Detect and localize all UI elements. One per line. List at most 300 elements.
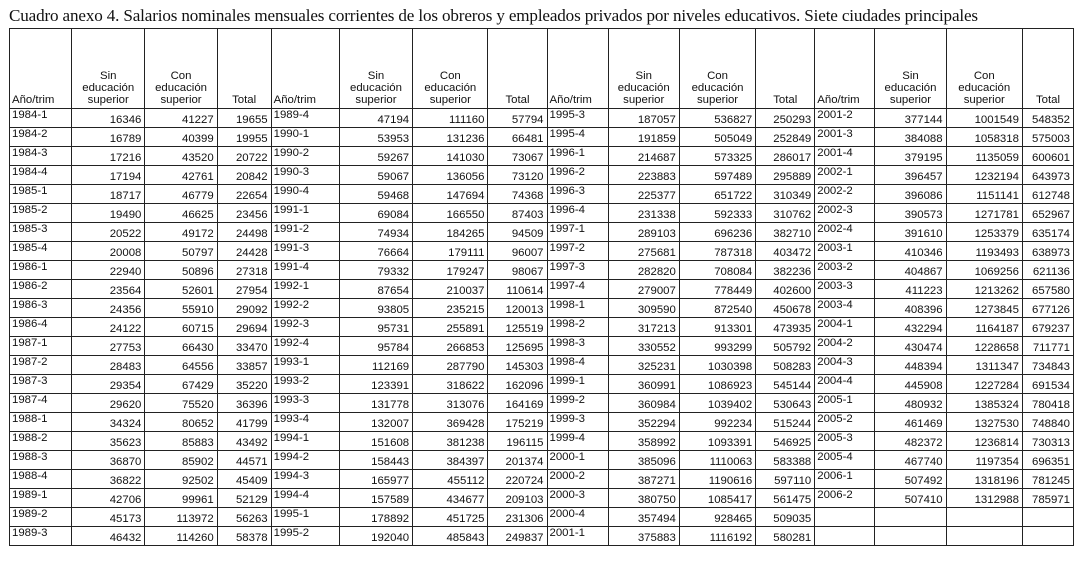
total-cell: 35220 <box>217 375 271 394</box>
sin-educacion-cell: 325231 <box>608 356 679 375</box>
con-educacion-cell: 1253379 <box>946 223 1022 242</box>
period-cell: 2006-2 <box>815 489 875 508</box>
period-cell: 2001-3 <box>815 128 875 147</box>
period-cell: 1987-1 <box>10 337 72 356</box>
sin-educacion-cell: 151608 <box>339 432 412 451</box>
period-cell: 1986-2 <box>10 280 72 299</box>
table-row <box>10 508 1074 527</box>
total-cell: 164169 <box>488 394 547 413</box>
total-cell: 73067 <box>488 147 547 166</box>
table-row <box>10 128 1074 147</box>
sin-educacion-cell: 482372 <box>875 432 946 451</box>
period-cell: 1994-4 <box>271 489 339 508</box>
con-educacion-cell: 50797 <box>145 242 217 261</box>
period-cell: 2000-4 <box>547 508 608 527</box>
con-educacion-cell: 434677 <box>413 489 488 508</box>
con-educacion-cell: 85902 <box>145 451 217 470</box>
con-educacion-cell: 136056 <box>413 166 488 185</box>
total-cell: 402600 <box>756 280 815 299</box>
table-row <box>10 223 1074 242</box>
period-cell: 1986-4 <box>10 318 72 337</box>
total-cell: 24498 <box>217 223 271 242</box>
sin-educacion-cell: 74934 <box>339 223 412 242</box>
con-educacion-cell: 1116192 <box>679 527 755 546</box>
sin-educacion-cell: 157589 <box>339 489 412 508</box>
period-cell <box>815 527 875 546</box>
total-cell: 249837 <box>488 527 547 546</box>
period-cell: 2001-2 <box>815 109 875 128</box>
period-cell: 2003-4 <box>815 299 875 318</box>
con-educacion-cell: 1086923 <box>679 375 755 394</box>
sin-educacion-cell: 461469 <box>875 413 946 432</box>
sin-educacion-cell: 95784 <box>339 337 412 356</box>
total-cell: 33470 <box>217 337 271 356</box>
header-con-2: Con educación superior <box>413 29 488 109</box>
con-educacion-cell: 787318 <box>679 242 755 261</box>
sin-educacion-cell <box>875 508 946 527</box>
sin-educacion-cell: 16789 <box>72 128 145 147</box>
sin-educacion-cell: 19490 <box>72 204 145 223</box>
header-sin-4: Sin educación superior <box>875 29 946 109</box>
sin-educacion-cell: 191859 <box>608 128 679 147</box>
period-cell: 1991-4 <box>271 261 339 280</box>
sin-educacion-cell: 29620 <box>72 394 145 413</box>
total-cell: 561475 <box>756 489 815 508</box>
sin-educacion-cell: 379195 <box>875 147 946 166</box>
sin-educacion-cell: 358992 <box>608 432 679 451</box>
period-cell: 1989-2 <box>10 508 72 527</box>
table-row <box>10 356 1074 375</box>
total-cell: 286017 <box>756 147 815 166</box>
con-educacion-cell: 505049 <box>679 128 755 147</box>
total-cell: 24428 <box>217 242 271 261</box>
period-cell: 1992-2 <box>271 299 339 318</box>
con-educacion-cell: 141030 <box>413 147 488 166</box>
period-cell: 2004-4 <box>815 375 875 394</box>
con-educacion-cell: 1058318 <box>946 128 1022 147</box>
sin-educacion-cell: 391610 <box>875 223 946 242</box>
header-total-2: Total <box>488 29 547 109</box>
total-cell: 403472 <box>756 242 815 261</box>
total-cell: 545144 <box>756 375 815 394</box>
con-educacion-cell: 1311347 <box>946 356 1022 375</box>
header-con-1: Con educación superior <box>145 29 217 109</box>
con-educacion-cell: 60715 <box>145 318 217 337</box>
total-cell: 548352 <box>1022 109 1073 128</box>
sin-educacion-cell: 396086 <box>875 185 946 204</box>
period-cell: 1984-1 <box>10 109 72 128</box>
period-cell: 1994-3 <box>271 470 339 489</box>
sin-educacion-cell: 385096 <box>608 451 679 470</box>
period-cell: 1998-2 <box>547 318 608 337</box>
sin-educacion-cell: 29354 <box>72 375 145 394</box>
con-educacion-cell: 40399 <box>145 128 217 147</box>
con-educacion-cell: 913301 <box>679 318 755 337</box>
total-cell: 29694 <box>217 318 271 337</box>
sin-educacion-cell: 432294 <box>875 318 946 337</box>
period-cell: 1988-4 <box>10 470 72 489</box>
sin-educacion-cell: 17216 <box>72 147 145 166</box>
table-row <box>10 375 1074 394</box>
sin-educacion-cell: 396457 <box>875 166 946 185</box>
total-cell: 734843 <box>1022 356 1073 375</box>
period-cell: 2002-1 <box>815 166 875 185</box>
con-educacion-cell: 46779 <box>145 185 217 204</box>
total-cell: 295889 <box>756 166 815 185</box>
con-educacion-cell: 1039402 <box>679 394 755 413</box>
total-cell: 310762 <box>756 204 815 223</box>
period-cell: 2002-3 <box>815 204 875 223</box>
period-cell: 2002-2 <box>815 185 875 204</box>
period-cell: 1997-2 <box>547 242 608 261</box>
header-total-4: Total <box>1022 29 1073 109</box>
total-cell: 621136 <box>1022 261 1073 280</box>
period-cell: 2000-2 <box>547 470 608 489</box>
sin-educacion-cell: 46432 <box>72 527 145 546</box>
total-cell: 696351 <box>1022 451 1073 470</box>
con-educacion-cell: 536827 <box>679 109 755 128</box>
sin-educacion-cell: 410346 <box>875 242 946 261</box>
con-educacion-cell: 1213262 <box>946 280 1022 299</box>
con-educacion-cell: 1093391 <box>679 432 755 451</box>
period-cell: 1991-1 <box>271 204 339 223</box>
con-educacion-cell: 287790 <box>413 356 488 375</box>
sin-educacion-cell: 223883 <box>608 166 679 185</box>
sin-educacion-cell: 95731 <box>339 318 412 337</box>
con-educacion-cell: 43520 <box>145 147 217 166</box>
total-cell: 98067 <box>488 261 547 280</box>
sin-educacion-cell: 35623 <box>72 432 145 451</box>
sin-educacion-cell: 87654 <box>339 280 412 299</box>
period-cell: 1998-3 <box>547 337 608 356</box>
sin-educacion-cell <box>875 527 946 546</box>
total-cell: 74368 <box>488 185 547 204</box>
sin-educacion-cell: 330552 <box>608 337 679 356</box>
total-cell: 41799 <box>217 413 271 432</box>
con-educacion-cell: 451725 <box>413 508 488 527</box>
period-cell: 1996-3 <box>547 185 608 204</box>
total-cell: 450678 <box>756 299 815 318</box>
period-cell: 1999-4 <box>547 432 608 451</box>
period-cell: 1990-1 <box>271 128 339 147</box>
total-cell: 711771 <box>1022 337 1073 356</box>
con-educacion-cell: 64556 <box>145 356 217 375</box>
con-educacion-cell: 255891 <box>413 318 488 337</box>
sin-educacion-cell: 231338 <box>608 204 679 223</box>
con-educacion-cell: 184265 <box>413 223 488 242</box>
period-cell: 1995-4 <box>547 128 608 147</box>
con-educacion-cell: 573325 <box>679 147 755 166</box>
table-row <box>10 413 1074 432</box>
sin-educacion-cell: 408396 <box>875 299 946 318</box>
sin-educacion-cell: 76664 <box>339 242 412 261</box>
sin-educacion-cell: 225377 <box>608 185 679 204</box>
header-row <box>10 29 1074 109</box>
sin-educacion-cell: 275681 <box>608 242 679 261</box>
total-cell: 748840 <box>1022 413 1073 432</box>
con-educacion-cell: 266853 <box>413 337 488 356</box>
sin-educacion-cell: 375883 <box>608 527 679 546</box>
con-educacion-cell: 1069256 <box>946 261 1022 280</box>
period-cell: 1993-1 <box>271 356 339 375</box>
con-educacion-cell <box>946 527 1022 546</box>
total-cell: 635174 <box>1022 223 1073 242</box>
header-con-4: Con educación superior <box>946 29 1022 109</box>
con-educacion-cell: 1318196 <box>946 470 1022 489</box>
table-row <box>10 299 1074 318</box>
con-educacion-cell: 993299 <box>679 337 755 356</box>
total-cell: 23456 <box>217 204 271 223</box>
total-cell: 20722 <box>217 147 271 166</box>
con-educacion-cell: 1164187 <box>946 318 1022 337</box>
total-cell: 120013 <box>488 299 547 318</box>
total-cell: 508283 <box>756 356 815 375</box>
sin-educacion-cell: 352294 <box>608 413 679 432</box>
con-educacion-cell: 114260 <box>145 527 217 546</box>
period-cell: 2001-4 <box>815 147 875 166</box>
period-cell: 2001-1 <box>547 527 608 546</box>
total-cell: 580281 <box>756 527 815 546</box>
header-total-3: Total <box>756 29 815 109</box>
total-cell: 27954 <box>217 280 271 299</box>
con-educacion-cell: 46625 <box>145 204 217 223</box>
total-cell: 575003 <box>1022 128 1073 147</box>
total-cell: 473935 <box>756 318 815 337</box>
con-educacion-cell: 1110063 <box>679 451 755 470</box>
con-educacion-cell: 928465 <box>679 508 755 527</box>
total-cell: 201374 <box>488 451 547 470</box>
table-row <box>10 527 1074 546</box>
table-row <box>10 394 1074 413</box>
total-cell: 56263 <box>217 508 271 527</box>
sin-educacion-cell: 289103 <box>608 223 679 242</box>
period-cell: 1986-3 <box>10 299 72 318</box>
total-cell: 785971 <box>1022 489 1073 508</box>
sin-educacion-cell: 22940 <box>72 261 145 280</box>
total-cell: 310349 <box>756 185 815 204</box>
total-cell: 679237 <box>1022 318 1073 337</box>
header-period-2: Año/trim <box>271 29 339 109</box>
con-educacion-cell: 381238 <box>413 432 488 451</box>
sin-educacion-cell: 377144 <box>875 109 946 128</box>
period-cell: 1994-2 <box>271 451 339 470</box>
sin-educacion-cell: 59067 <box>339 166 412 185</box>
sin-educacion-cell: 24356 <box>72 299 145 318</box>
period-cell: 2005-3 <box>815 432 875 451</box>
table-row <box>10 318 1074 337</box>
con-educacion-cell: 1312988 <box>946 489 1022 508</box>
con-educacion-cell: 1236814 <box>946 432 1022 451</box>
total-cell: 638973 <box>1022 242 1073 261</box>
sin-educacion-cell: 131778 <box>339 394 412 413</box>
con-educacion-cell: 166550 <box>413 204 488 223</box>
con-educacion-cell: 1190616 <box>679 470 755 489</box>
period-cell: 1990-2 <box>271 147 339 166</box>
period-cell: 1998-4 <box>547 356 608 375</box>
period-cell: 2005-1 <box>815 394 875 413</box>
period-cell: 1992-4 <box>271 337 339 356</box>
sin-educacion-cell: 59468 <box>339 185 412 204</box>
total-cell: 162096 <box>488 375 547 394</box>
period-cell: 1991-2 <box>271 223 339 242</box>
period-cell: 1989-1 <box>10 489 72 508</box>
table-row <box>10 261 1074 280</box>
period-cell: 1985-4 <box>10 242 72 261</box>
sin-educacion-cell: 47194 <box>339 109 412 128</box>
period-cell: 1984-3 <box>10 147 72 166</box>
total-cell: 19655 <box>217 109 271 128</box>
table-row <box>10 166 1074 185</box>
con-educacion-cell: 369428 <box>413 413 488 432</box>
period-cell: 1996-1 <box>547 147 608 166</box>
period-cell: 2003-2 <box>815 261 875 280</box>
sin-educacion-cell: 34324 <box>72 413 145 432</box>
sin-educacion-cell: 20522 <box>72 223 145 242</box>
sin-educacion-cell: 112169 <box>339 356 412 375</box>
total-cell: 29092 <box>217 299 271 318</box>
table-row <box>10 280 1074 299</box>
con-educacion-cell: 113972 <box>145 508 217 527</box>
table-row <box>10 185 1074 204</box>
period-cell: 2000-3 <box>547 489 608 508</box>
total-cell: 175219 <box>488 413 547 432</box>
period-cell: 1993-3 <box>271 394 339 413</box>
period-cell: 1988-1 <box>10 413 72 432</box>
total-cell: 505792 <box>756 337 815 356</box>
sin-educacion-cell: 36822 <box>72 470 145 489</box>
sin-educacion-cell: 279007 <box>608 280 679 299</box>
header-period-3: Año/trim <box>547 29 608 109</box>
total-cell: 27318 <box>217 261 271 280</box>
con-educacion-cell: 1085417 <box>679 489 755 508</box>
sin-educacion-cell: 507492 <box>875 470 946 489</box>
sin-educacion-cell: 27753 <box>72 337 145 356</box>
total-cell: 657580 <box>1022 280 1073 299</box>
con-educacion-cell: 455112 <box>413 470 488 489</box>
table-row <box>10 337 1074 356</box>
con-educacion-cell: 41227 <box>145 109 217 128</box>
con-educacion-cell: 1135059 <box>946 147 1022 166</box>
total-cell: 43492 <box>217 432 271 451</box>
period-cell: 1993-2 <box>271 375 339 394</box>
con-educacion-cell: 147694 <box>413 185 488 204</box>
con-educacion-cell: 313076 <box>413 394 488 413</box>
sin-educacion-cell: 158443 <box>339 451 412 470</box>
period-cell: 1999-3 <box>547 413 608 432</box>
total-cell: 781245 <box>1022 470 1073 489</box>
total-cell: 87403 <box>488 204 547 223</box>
table-row <box>10 470 1074 489</box>
period-cell: 1988-2 <box>10 432 72 451</box>
con-educacion-cell: 1227284 <box>946 375 1022 394</box>
total-cell: 730313 <box>1022 432 1073 451</box>
total-cell: 22654 <box>217 185 271 204</box>
total-cell: 57794 <box>488 109 547 128</box>
total-cell: 382710 <box>756 223 815 242</box>
con-educacion-cell: 872540 <box>679 299 755 318</box>
period-cell: 1990-4 <box>271 185 339 204</box>
total-cell: 125695 <box>488 337 547 356</box>
sin-educacion-cell: 192040 <box>339 527 412 546</box>
sin-educacion-cell: 36870 <box>72 451 145 470</box>
period-cell: 1992-1 <box>271 280 339 299</box>
period-cell: 1984-2 <box>10 128 72 147</box>
con-educacion-cell: 42761 <box>145 166 217 185</box>
sin-educacion-cell: 387271 <box>608 470 679 489</box>
period-cell: 1985-3 <box>10 223 72 242</box>
period-cell: 1992-3 <box>271 318 339 337</box>
con-educacion-cell: 99961 <box>145 489 217 508</box>
con-educacion-cell: 67429 <box>145 375 217 394</box>
salary-table <box>9 28 1074 546</box>
con-educacion-cell: 384397 <box>413 451 488 470</box>
total-cell: 220724 <box>488 470 547 489</box>
total-cell: 546925 <box>756 432 815 451</box>
con-educacion-cell: 1001549 <box>946 109 1022 128</box>
period-cell: 2006-1 <box>815 470 875 489</box>
sin-educacion-cell: 380750 <box>608 489 679 508</box>
total-cell: 44571 <box>217 451 271 470</box>
period-cell: 2003-1 <box>815 242 875 261</box>
con-educacion-cell: 75520 <box>145 394 217 413</box>
total-cell: 20842 <box>217 166 271 185</box>
sin-educacion-cell: 187057 <box>608 109 679 128</box>
con-educacion-cell: 1232194 <box>946 166 1022 185</box>
sin-educacion-cell: 411223 <box>875 280 946 299</box>
table-row <box>10 147 1074 166</box>
table-row <box>10 204 1074 223</box>
sin-educacion-cell: 23564 <box>72 280 145 299</box>
total-cell: 196115 <box>488 432 547 451</box>
con-educacion-cell: 1151141 <box>946 185 1022 204</box>
period-cell: 2004-2 <box>815 337 875 356</box>
header-period-4: Año/trim <box>815 29 875 109</box>
con-educacion-cell: 80652 <box>145 413 217 432</box>
period-cell: 2002-4 <box>815 223 875 242</box>
total-cell: 66481 <box>488 128 547 147</box>
con-educacion-cell: 1193493 <box>946 242 1022 261</box>
total-cell: 530643 <box>756 394 815 413</box>
con-educacion-cell <box>946 508 1022 527</box>
header-sin-3: Sin educación superior <box>608 29 679 109</box>
total-cell: 252849 <box>756 128 815 147</box>
total-cell: 382236 <box>756 261 815 280</box>
period-cell: 2004-3 <box>815 356 875 375</box>
sin-educacion-cell: 507410 <box>875 489 946 508</box>
total-cell: 73120 <box>488 166 547 185</box>
total-cell: 691534 <box>1022 375 1073 394</box>
con-educacion-cell: 111160 <box>413 109 488 128</box>
total-cell: 597110 <box>756 470 815 489</box>
total-cell: 652967 <box>1022 204 1073 223</box>
total-cell: 209103 <box>488 489 547 508</box>
period-cell: 2005-2 <box>815 413 875 432</box>
total-cell: 125519 <box>488 318 547 337</box>
sin-educacion-cell: 79332 <box>339 261 412 280</box>
period-cell: 2003-3 <box>815 280 875 299</box>
total-cell <box>1022 527 1073 546</box>
header-sin-2: Sin educación superior <box>339 29 412 109</box>
sin-educacion-cell: 16346 <box>72 109 145 128</box>
period-cell: 1990-3 <box>271 166 339 185</box>
sin-educacion-cell: 467740 <box>875 451 946 470</box>
total-cell: 250293 <box>756 109 815 128</box>
total-cell: 600601 <box>1022 147 1073 166</box>
table-row <box>10 432 1074 451</box>
sin-educacion-cell: 357494 <box>608 508 679 527</box>
table-row <box>10 242 1074 261</box>
con-educacion-cell: 485843 <box>413 527 488 546</box>
